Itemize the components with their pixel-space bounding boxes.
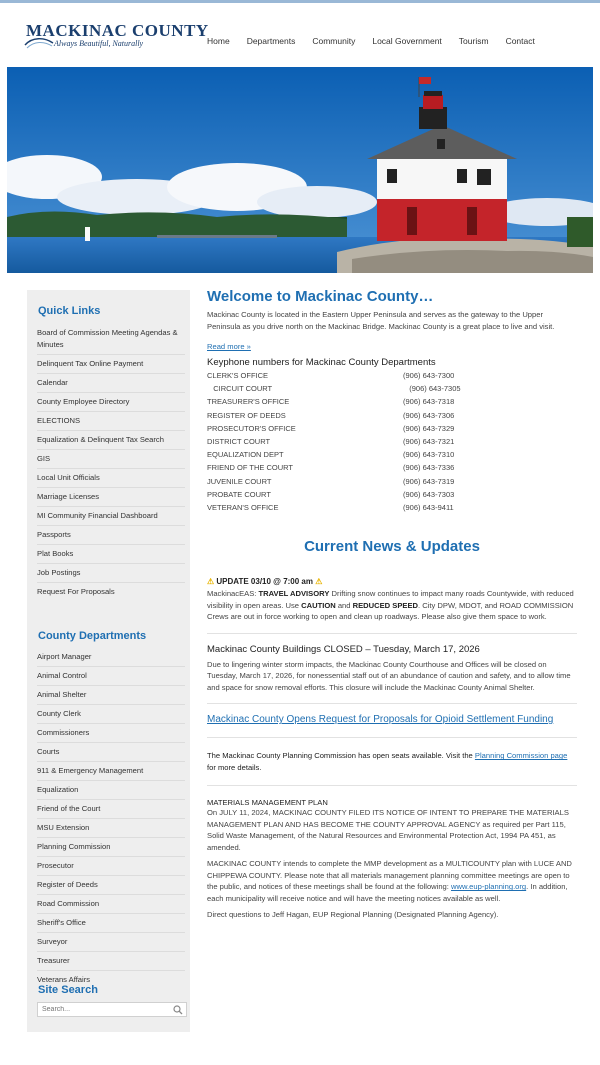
phone-dept: REGISTER OF DEEDS xyxy=(207,410,286,420)
quick-link-item[interactable]: GIS xyxy=(37,450,185,469)
nav-contact[interactable]: Contact xyxy=(505,36,535,46)
phone-number: (906) 643-7336 xyxy=(403,463,455,473)
department-item[interactable]: Planning Commission xyxy=(37,838,185,857)
site-search-box xyxy=(37,1002,187,1017)
department-item[interactable]: Surveyor xyxy=(37,933,185,952)
update-heading-text: UPDATE 03/10 @ 7:00 am xyxy=(216,577,313,587)
materials-body-2 xyxy=(207,858,577,904)
news-closed-item xyxy=(207,644,577,694)
department-item[interactable]: Friend of the Court xyxy=(37,800,185,819)
warning-icon: ⚠ xyxy=(207,577,215,587)
update-text-2: and xyxy=(335,600,353,610)
phone-number: (906) 643-9411 xyxy=(403,503,454,513)
materials-text-2a: MACKINAC COUNTY intends to complete the MMP development as a MULTICOUNTY plan with LUCE AND CHIPPEWA COUNTY. Please note that all materials management planning committee meetings are open to the public, and notices of these meetings shall be found at the following: xyxy=(207,859,572,892)
phone-row xyxy=(207,501,577,514)
main-nav xyxy=(207,36,535,50)
welcome-title: Welcome to Mackinac County… xyxy=(207,288,434,305)
phone-dept: DISTRICT COURT xyxy=(207,437,271,447)
search-input[interactable] xyxy=(38,1003,168,1016)
phone-number: (906) 643-7318 xyxy=(403,397,455,407)
quick-link-item[interactable]: Plat Books xyxy=(37,545,185,564)
update-advisory: TRAVEL ADVISORY xyxy=(258,589,330,599)
quick-link-item[interactable]: County Employee Directory xyxy=(37,393,185,412)
planning-notice xyxy=(207,750,577,773)
warning-icon: ⚠ xyxy=(315,577,323,587)
update-reduced-speed: REDUCED SPEED xyxy=(352,600,419,610)
phone-row xyxy=(207,461,577,474)
quick-link-item[interactable]: ELECTIONS xyxy=(37,412,185,431)
department-item[interactable]: MSU Extension xyxy=(37,819,185,838)
planning-text-2: for more details. xyxy=(207,762,262,772)
phone-row xyxy=(207,475,577,488)
read-more-link[interactable]: Read more » xyxy=(207,342,251,351)
phone-dept: CLERK'S OFFICE xyxy=(207,371,269,380)
nav-departments[interactable]: Departments xyxy=(246,36,296,46)
phone-number: (906) 643-7329 xyxy=(403,423,455,433)
logo-title: MACKINAC COUNTY xyxy=(26,21,209,40)
departments-list xyxy=(37,648,185,989)
county-departments-title: County Departments xyxy=(38,630,147,642)
eup-planning-link[interactable]: www.eup-planning.org xyxy=(451,882,527,892)
phone-row xyxy=(207,409,577,422)
opioid-rfp-link[interactable]: Mackinac County Opens Request for Proposals for Opioid Settlement Funding xyxy=(207,714,554,726)
department-item[interactable]: Airport Manager xyxy=(37,648,185,667)
planning-commission-link[interactable]: Planning Commission page xyxy=(474,751,568,761)
department-item[interactable]: Commissioners xyxy=(37,724,185,743)
materials-heading: MATERIALS MANAGEMENT PLAN xyxy=(207,798,328,808)
quick-link-item[interactable]: Delinquent Tax Online Payment xyxy=(37,355,185,374)
phone-dept: VETERAN'S OFFICE xyxy=(207,503,279,513)
department-item[interactable]: 911 & Emergency Management xyxy=(37,762,185,781)
department-item[interactable]: Register of Deeds xyxy=(37,876,185,895)
phone-number: (906) 643-7305 xyxy=(403,384,461,394)
quick-link-item[interactable]: Local Unit Officials xyxy=(37,469,185,488)
phone-row xyxy=(207,369,577,382)
news-title: Current News & Updates xyxy=(304,538,480,556)
department-item[interactable]: Treasurer xyxy=(37,952,185,971)
hero-lighthouse-image xyxy=(7,67,593,273)
department-item[interactable]: Equalization xyxy=(37,781,185,800)
quick-links-list xyxy=(37,324,185,601)
closed-body: Due to lingering winter storm impacts, the Mackinac County Courthouse and Offices will be closed on Tuesday, March 17, 2026, for nonessential staff out of an abundance of caution and safety, and to allow time and space for snow removal efforts. This closure will include the Mackinac County Animal Shelter. xyxy=(207,659,571,692)
update-heading xyxy=(207,577,577,586)
divider xyxy=(207,703,577,704)
quick-links-title: Quick Links xyxy=(38,305,101,317)
department-item[interactable]: Road Commission xyxy=(37,895,185,914)
department-item[interactable]: Prosecutor xyxy=(37,857,185,876)
phone-number: (906) 643-7310 xyxy=(403,450,455,460)
divider xyxy=(207,785,577,786)
nav-home[interactable]: Home xyxy=(207,36,230,46)
quick-link-item[interactable]: Board of Commission Meeting Agendas & Minutes xyxy=(37,324,185,355)
phone-row xyxy=(207,395,577,408)
nav-local-government[interactable]: Local Government xyxy=(372,36,442,46)
phone-number: (906) 643-7306 xyxy=(403,410,455,420)
quick-link-item[interactable]: Job Postings xyxy=(37,564,185,583)
nav-community[interactable]: Community xyxy=(312,36,356,46)
department-item[interactable]: Sheriff's Office xyxy=(37,914,185,933)
department-item[interactable]: Courts xyxy=(37,743,185,762)
update-lead: MackinacEAS: xyxy=(207,589,259,599)
materials-plan-item xyxy=(207,798,577,921)
sidebar xyxy=(27,290,190,1032)
quick-link-item[interactable]: MI Community Financial Dashboard xyxy=(37,507,185,526)
phone-dept: TREASURER'S OFFICE xyxy=(207,397,290,407)
quick-link-item[interactable]: Marriage Licenses xyxy=(37,488,185,507)
welcome-body: Mackinac County is located in the Eastern Upper Peninsula and serves as the gateway to the Upper Peninsula as you drive north on the Mackinac Bridge. Mackinac County is a great place to live and visit. xyxy=(207,310,555,331)
department-item[interactable]: County Clerk xyxy=(37,705,185,724)
department-item[interactable]: Veterans Affairs xyxy=(37,975,91,984)
site-logo[interactable] xyxy=(24,21,209,53)
phone-number: (906) 643-7303 xyxy=(403,489,455,499)
materials-body-3: Direct questions to Jeff Hagan, EUP Regional Planning (Designated Planning Agency). xyxy=(207,910,499,920)
divider xyxy=(207,633,577,634)
main-content xyxy=(207,288,577,921)
site-search-title: Site Search xyxy=(38,984,98,996)
quick-link-item[interactable]: Equalization & Delinquent Tax Search xyxy=(37,431,185,450)
phone-row xyxy=(207,488,577,501)
phone-number: (906) 643-7321 xyxy=(403,437,455,447)
quick-link-item[interactable]: Request For Proposals xyxy=(37,587,115,596)
phone-row xyxy=(207,422,577,435)
phone-number: (906) 643-7319 xyxy=(403,476,455,486)
update-text-3: . City DPW, MDOT, and ROAD COMMISSION Crews are out in force working to open and clean up roadways. Please also give them space to work. xyxy=(207,600,574,622)
phone-dept: PROBATE COURT xyxy=(207,489,271,499)
update-text-1: Drifting snow continues to impact many roads Countywide, with reduced visibility in open areas. Use xyxy=(207,589,574,610)
phone-row xyxy=(207,448,577,461)
news-update-item xyxy=(207,577,577,623)
logo-tagline: Always Beautiful, Naturally xyxy=(54,39,144,48)
divider xyxy=(207,737,577,738)
materials-body-1: On JULY 11, 2024, MACKINAC COUNTY FILED ITS NOTICE OF INTENT TO PREPARE THE MATERIALS MANAGEMENT PLAN AND HAS BECOME THE COUNTY APPROVAL AGENCY as required per Part 115, Solid Waste Management, of the Natural Resources and Environmental Protection Act, 1994 PA 451, as amended. xyxy=(207,808,569,852)
phone-dept: EQUALIZATION DEPT xyxy=(207,450,284,460)
quick-link-item[interactable]: Passports xyxy=(37,526,185,545)
update-caution: CAUTION xyxy=(301,600,336,610)
phone-dept: PROSECUTOR'S OFFICE xyxy=(207,423,296,433)
closed-title: Mackinac County Buildings CLOSED – Tuesday, March 17, 2026 xyxy=(207,643,480,655)
phones-title: Keyphone numbers for Mackinac County Departments xyxy=(207,357,436,368)
department-item[interactable]: Animal Control xyxy=(37,667,185,686)
planning-text-1: The Mackinac County Planning Commission has open seats available. Visit the xyxy=(207,751,475,761)
phone-number: (906) 643-7300 xyxy=(403,371,455,380)
phone-row xyxy=(207,435,577,448)
phone-dept: JUVENILE COURT xyxy=(207,476,272,486)
materials-text-2b: . In addition, each municipality will receive notice and will have the meeting notices available as well. xyxy=(207,882,568,903)
phone-row xyxy=(207,382,577,395)
nav-tourism[interactable]: Tourism xyxy=(458,36,489,46)
phone-dept: FRIEND OF THE COURT xyxy=(207,463,293,473)
phone-dept: CIRCUIT COURT xyxy=(207,384,273,394)
department-item[interactable]: Animal Shelter xyxy=(37,686,185,705)
update-body xyxy=(207,588,577,623)
quick-link-item[interactable]: Calendar xyxy=(37,374,185,393)
search-icon[interactable] xyxy=(173,1005,183,1015)
site-header xyxy=(0,3,600,67)
phones-list xyxy=(207,369,577,514)
